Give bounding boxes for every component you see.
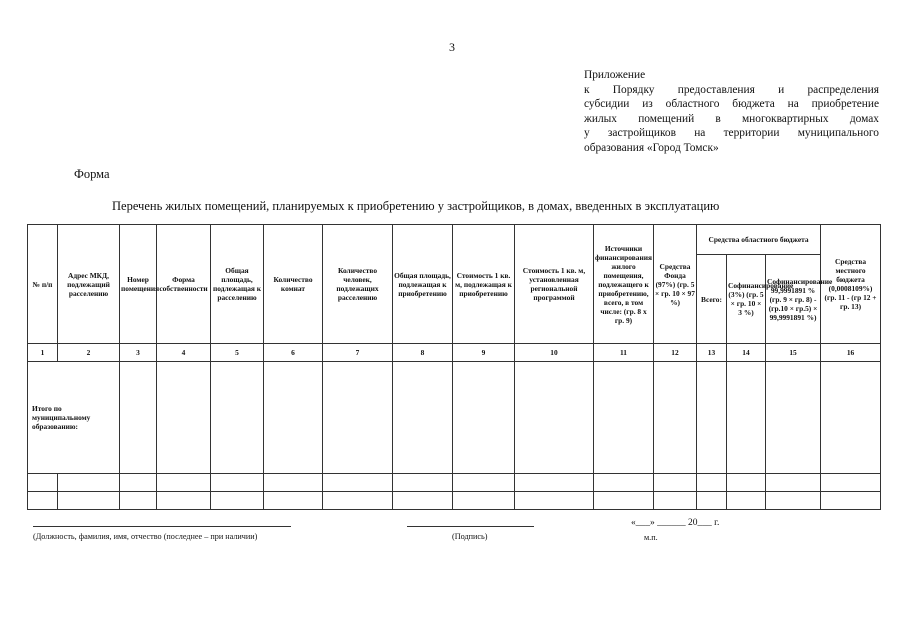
column-number: 15	[766, 344, 821, 362]
table-cell	[264, 362, 323, 474]
header-cell: Адрес МКД, подлежащий расселению	[58, 225, 120, 344]
table-cell	[654, 362, 697, 474]
header-cell: № п/п	[28, 225, 58, 344]
table-cell	[821, 362, 881, 474]
table-row	[28, 492, 881, 510]
table-cell	[453, 362, 515, 474]
appendix-line: к Порядку предоставления и распределения	[584, 83, 879, 96]
appendix-line: субсидии из областного бюджета на приобретение	[584, 98, 879, 111]
column-number: 14	[727, 344, 766, 362]
table-cell	[157, 362, 211, 474]
column-number: 5	[211, 344, 264, 362]
header-cell: Общая площадь, подлежащая к расселению	[211, 225, 264, 344]
header-cell: Форма собственности	[157, 225, 211, 344]
table-cell	[393, 362, 453, 474]
table-cell	[727, 362, 766, 474]
total-row	[28, 362, 881, 474]
table-cell	[697, 362, 727, 474]
appendix-header	[584, 68, 879, 156]
header-cell: Софинансирование (3%) (гр. 5 × гр. 10 × 3 %)	[727, 255, 766, 344]
column-number: 16	[821, 344, 881, 362]
header-cell: Количество человек, подлежащих расселению	[323, 225, 393, 344]
table-cell	[766, 362, 821, 474]
column-number: 8	[393, 344, 453, 362]
signature-note: (Подпись)	[452, 532, 488, 541]
table-cell	[323, 362, 393, 474]
total-label: Итого по муниципальному образованию:	[28, 362, 120, 474]
column-number: 6	[264, 344, 323, 362]
header-cell: Стоимость 1 кв. м, подлежащая к приобретению	[453, 225, 515, 344]
page-number: 3	[449, 40, 455, 54]
column-number: 11	[594, 344, 654, 362]
position-note: (Должность, фамилия, имя, отчество (последнее – при наличии)	[33, 532, 258, 541]
header-group-cell: Средства областного бюджета	[697, 225, 821, 255]
header-cell: Средства местного бюджета (0,0008109%) (гр. 11 - (гр 12 + гр. 13)	[821, 225, 881, 344]
signature-line	[407, 526, 534, 527]
appendix-line: жилых помещений в многоквартирных домах	[584, 112, 879, 125]
appendix-line: у застройщиков на территории муниципального	[584, 127, 879, 140]
header-cell: Всего:	[697, 255, 727, 344]
position-signature-line	[33, 526, 291, 527]
table-cell	[120, 362, 157, 474]
column-number: 13	[697, 344, 727, 362]
header-cell: Стоимость 1 кв. м, установленная региональной программой	[515, 225, 594, 344]
housing-table	[27, 224, 881, 510]
header-cell: Софинансирование 99,9991891 % (гр. 9 × гр. 8) - (гр.10 × гр.5) × 99,9991891 %)	[766, 255, 821, 344]
column-number: 10	[515, 344, 594, 362]
form-label: Форма	[74, 167, 110, 181]
table-cell	[211, 362, 264, 474]
header-cell: Общая площадь, подлежащая к приобретению	[393, 225, 453, 344]
column-number: 4	[157, 344, 211, 362]
column-number: 7	[323, 344, 393, 362]
column-number: 3	[120, 344, 157, 362]
column-number: 2	[58, 344, 120, 362]
table-row	[28, 474, 881, 492]
appendix-line: Приложение	[584, 69, 646, 81]
header-cell: Средства Фонда (97%) (гр. 5 × гр. 10 × 97 %)	[654, 225, 697, 344]
column-number: 12	[654, 344, 697, 362]
document-title: Перечень жилых помещений, планируемых к приобретению у застройщиков, в домах, введенных в эксплуатацию	[112, 199, 720, 213]
appendix-line: образования «Город Томск»	[584, 141, 719, 154]
table-cell	[594, 362, 654, 474]
header-cell: Источники финансирования жилого помещения, подлежащего к приобретению, всего, в том числе: (гр. 8 х гр. 9)	[594, 225, 654, 344]
date-field: «___» ______ 20___ г.	[631, 518, 720, 528]
table-cell	[515, 362, 594, 474]
column-number: 9	[453, 344, 515, 362]
column-number: 1	[28, 344, 58, 362]
header-cell: Количество комнат	[264, 225, 323, 344]
header-cell: Номер помещения	[120, 225, 157, 344]
stamp-label: м.п.	[644, 533, 658, 542]
